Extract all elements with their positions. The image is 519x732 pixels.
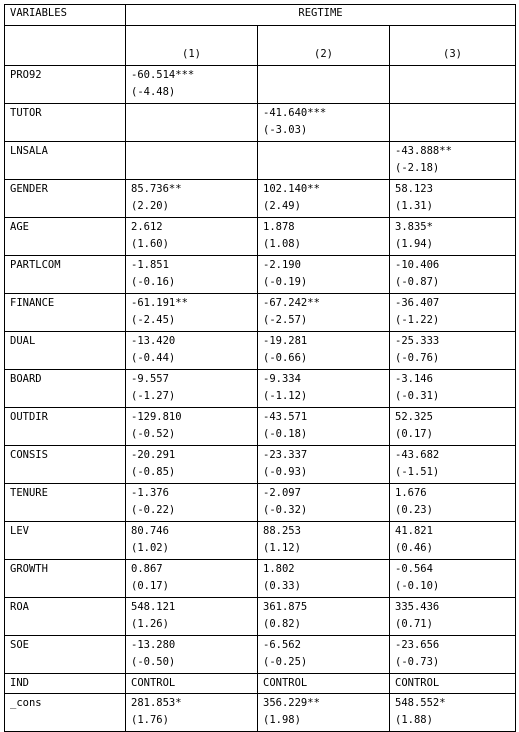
table-row bbox=[5, 408, 516, 446]
t-statistic-value: (0.17) bbox=[131, 580, 169, 592]
value-cell-col1 bbox=[126, 294, 258, 332]
table-row bbox=[5, 560, 516, 598]
table-row bbox=[5, 522, 516, 560]
t-statistic-value: (1.26) bbox=[131, 618, 169, 630]
value-cell-col1 bbox=[126, 694, 258, 732]
variable-name-cell: LEV bbox=[5, 522, 126, 560]
value-cell-col2 bbox=[258, 694, 390, 732]
coefficient-value: -67.242** bbox=[263, 297, 320, 309]
coefficient-value: -23.656 bbox=[395, 639, 440, 651]
t-statistic-value: (-0.16) bbox=[131, 276, 176, 288]
t-statistic-value: (1.02) bbox=[131, 542, 169, 554]
coefficient-value: -1.851 bbox=[131, 259, 169, 271]
coefficient-value: 361.875 bbox=[263, 601, 308, 613]
value-cell-col3 bbox=[390, 180, 516, 218]
coefficient-value: -13.280 bbox=[131, 639, 176, 651]
table-row bbox=[5, 180, 516, 218]
variable-name-cell: TENURE bbox=[5, 484, 126, 522]
variable-name-cell: FINANCE bbox=[5, 294, 126, 332]
column-header-2: (2) bbox=[258, 26, 390, 66]
coefficient-value: CONTROL bbox=[395, 677, 440, 689]
coefficient-value: -36.407 bbox=[395, 297, 440, 309]
column-header-1: (1) bbox=[126, 26, 258, 66]
value-cell-col2 bbox=[258, 484, 390, 522]
t-statistic-value: (0.82) bbox=[263, 618, 301, 630]
coefficient-value: 2.612 bbox=[131, 221, 163, 233]
value-cell-col3 bbox=[390, 694, 516, 732]
variables-header: VARIABLES bbox=[5, 5, 126, 26]
table-row bbox=[5, 332, 516, 370]
value-cell-col1 bbox=[126, 560, 258, 598]
t-statistic-value: (-0.25) bbox=[263, 656, 308, 668]
t-statistic-value: (-0.10) bbox=[395, 580, 440, 592]
value-cell-col3 bbox=[390, 560, 516, 598]
t-statistic-value: (0.71) bbox=[395, 618, 433, 630]
table-row bbox=[5, 142, 516, 180]
t-statistic-value: (1.98) bbox=[263, 714, 301, 726]
variable-name-cell: CONSIS bbox=[5, 446, 126, 484]
t-statistic-value: (-1.51) bbox=[395, 466, 440, 478]
variable-name-cell: LNSALA bbox=[5, 142, 126, 180]
value-cell-col1 bbox=[126, 66, 258, 104]
coefficient-value: 281.853* bbox=[131, 697, 182, 709]
value-cell-col3 bbox=[390, 332, 516, 370]
value-cell-col2 bbox=[258, 560, 390, 598]
value-cell-col1 bbox=[126, 370, 258, 408]
t-statistic-value: (0.33) bbox=[263, 580, 301, 592]
value-cell-col2 bbox=[258, 674, 390, 694]
coefficient-value: -1.376 bbox=[131, 487, 169, 499]
table-row bbox=[5, 294, 516, 332]
coefficient-value: 58.123 bbox=[395, 183, 433, 195]
coefficient-value: 3.835* bbox=[395, 221, 433, 233]
value-cell-col1 bbox=[126, 180, 258, 218]
value-cell-col1 bbox=[126, 104, 258, 142]
value-cell-col1 bbox=[126, 484, 258, 522]
coefficient-value: 80.746 bbox=[131, 525, 169, 537]
coefficient-value: 356.229** bbox=[263, 697, 320, 709]
coefficient-value: -60.514*** bbox=[131, 69, 195, 81]
coefficient-value: -129.810 bbox=[131, 411, 182, 423]
value-cell-col3 bbox=[390, 674, 516, 694]
value-cell-col2 bbox=[258, 104, 390, 142]
coefficient-value: -61.191** bbox=[131, 297, 188, 309]
value-cell-col2 bbox=[258, 218, 390, 256]
t-statistic-value: (-2.45) bbox=[131, 314, 176, 326]
value-cell-col2 bbox=[258, 636, 390, 674]
value-cell-col3 bbox=[390, 370, 516, 408]
variable-name-cell: GENDER bbox=[5, 180, 126, 218]
variable-name-cell: IND bbox=[5, 674, 126, 694]
header-row-columns bbox=[5, 26, 516, 66]
variable-name-cell: OUTDIR bbox=[5, 408, 126, 446]
t-statistic-value: (1.60) bbox=[131, 238, 169, 250]
coefficient-value: -2.097 bbox=[263, 487, 301, 499]
header-row-group bbox=[5, 5, 516, 26]
group-header: REGTIME bbox=[126, 5, 516, 26]
table-row bbox=[5, 484, 516, 522]
value-cell-col3 bbox=[390, 598, 516, 636]
t-statistic-value: (-0.32) bbox=[263, 504, 308, 516]
t-statistic-value: (-0.87) bbox=[395, 276, 440, 288]
value-cell-col3 bbox=[390, 636, 516, 674]
value-cell-col3 bbox=[390, 408, 516, 446]
value-cell-col1 bbox=[126, 674, 258, 694]
t-statistic-value: (0.46) bbox=[395, 542, 433, 554]
table-row bbox=[5, 370, 516, 408]
coefficient-value: 88.253 bbox=[263, 525, 301, 537]
coefficient-value: -13.420 bbox=[131, 335, 176, 347]
coefficient-value: -23.337 bbox=[263, 449, 308, 461]
value-cell-col3 bbox=[390, 66, 516, 104]
variable-name-cell: GROWTH bbox=[5, 560, 126, 598]
t-statistic-value: (1.31) bbox=[395, 200, 433, 212]
variable-name-cell: ROA bbox=[5, 598, 126, 636]
value-cell-col3 bbox=[390, 484, 516, 522]
table-row bbox=[5, 218, 516, 256]
value-cell-col1 bbox=[126, 256, 258, 294]
value-cell-col3 bbox=[390, 256, 516, 294]
variable-name-cell: _cons bbox=[5, 694, 126, 732]
t-statistic-value: (1.08) bbox=[263, 238, 301, 250]
table-row bbox=[5, 694, 516, 732]
t-statistic-value: (-1.12) bbox=[263, 390, 308, 402]
coefficient-value: -0.564 bbox=[395, 563, 433, 575]
column-header-3: (3) bbox=[390, 26, 516, 66]
t-statistic-value: (2.20) bbox=[131, 200, 169, 212]
coefficient-value: -3.146 bbox=[395, 373, 433, 385]
coefficient-value: -25.333 bbox=[395, 335, 440, 347]
coefficient-value: 41.821 bbox=[395, 525, 433, 537]
coefficient-value: 0.867 bbox=[131, 563, 163, 575]
value-cell-col1 bbox=[126, 522, 258, 560]
value-cell-col1 bbox=[126, 142, 258, 180]
coefficient-value: -6.562 bbox=[263, 639, 301, 651]
value-cell-col3 bbox=[390, 142, 516, 180]
t-statistic-value: (1.12) bbox=[263, 542, 301, 554]
table-body bbox=[5, 5, 516, 732]
t-statistic-value: (-0.31) bbox=[395, 390, 440, 402]
coefficient-value: -9.334 bbox=[263, 373, 301, 385]
coefficient-value: -41.640*** bbox=[263, 107, 327, 119]
value-cell-col1 bbox=[126, 332, 258, 370]
value-cell-col1 bbox=[126, 446, 258, 484]
t-statistic-value: (-0.50) bbox=[131, 656, 176, 668]
coefficient-value: 1.676 bbox=[395, 487, 427, 499]
variable-name-cell: AGE bbox=[5, 218, 126, 256]
value-cell-col2 bbox=[258, 446, 390, 484]
table-row bbox=[5, 256, 516, 294]
coefficient-value: 1.878 bbox=[263, 221, 295, 233]
table-row bbox=[5, 636, 516, 674]
value-cell-col2 bbox=[258, 408, 390, 446]
variable-name-cell: PRO92 bbox=[5, 66, 126, 104]
coefficient-value: 1.802 bbox=[263, 563, 295, 575]
table-row bbox=[5, 598, 516, 636]
value-cell-col2 bbox=[258, 256, 390, 294]
t-statistic-value: (1.94) bbox=[395, 238, 433, 250]
table-row bbox=[5, 66, 516, 104]
t-statistic-value: (-0.93) bbox=[263, 466, 308, 478]
value-cell-col3 bbox=[390, 104, 516, 142]
coefficient-value: -9.557 bbox=[131, 373, 169, 385]
value-cell-col2 bbox=[258, 180, 390, 218]
coefficient-value: 548.121 bbox=[131, 601, 176, 613]
t-statistic-value: (-0.18) bbox=[263, 428, 308, 440]
t-statistic-value: (0.17) bbox=[395, 428, 433, 440]
value-cell-col2 bbox=[258, 142, 390, 180]
coefficient-value: CONTROL bbox=[263, 677, 308, 689]
t-statistic-value: (-3.03) bbox=[263, 124, 308, 136]
empty-header-cell bbox=[5, 26, 126, 66]
variable-name-cell: PARTLCOM bbox=[5, 256, 126, 294]
table-row bbox=[5, 674, 516, 694]
value-cell-col2 bbox=[258, 66, 390, 104]
value-cell-col2 bbox=[258, 332, 390, 370]
coefficient-value: -43.571 bbox=[263, 411, 308, 423]
t-statistic-value: (-1.27) bbox=[131, 390, 176, 402]
coefficient-value: 548.552* bbox=[395, 697, 446, 709]
value-cell-col3 bbox=[390, 218, 516, 256]
t-statistic-value: (0.23) bbox=[395, 504, 433, 516]
t-statistic-value: (-4.48) bbox=[131, 86, 176, 98]
t-statistic-value: (1.88) bbox=[395, 714, 433, 726]
coefficient-value: 102.140** bbox=[263, 183, 320, 195]
variable-name-cell: DUAL bbox=[5, 332, 126, 370]
value-cell-col2 bbox=[258, 370, 390, 408]
coefficient-value: -43.682 bbox=[395, 449, 440, 461]
variable-name-cell: BOARD bbox=[5, 370, 126, 408]
value-cell-col3 bbox=[390, 522, 516, 560]
coefficient-value: -10.406 bbox=[395, 259, 440, 271]
t-statistic-value: (-0.44) bbox=[131, 352, 176, 364]
value-cell-col1 bbox=[126, 408, 258, 446]
value-cell-col2 bbox=[258, 598, 390, 636]
table-row bbox=[5, 104, 516, 142]
table-row bbox=[5, 446, 516, 484]
value-cell-col2 bbox=[258, 522, 390, 560]
coefficient-value: 52.325 bbox=[395, 411, 433, 423]
t-statistic-value: (-0.73) bbox=[395, 656, 440, 668]
t-statistic-value: (2.49) bbox=[263, 200, 301, 212]
coefficient-value: -2.190 bbox=[263, 259, 301, 271]
coefficient-value: -19.281 bbox=[263, 335, 308, 347]
coefficient-value: 85.736** bbox=[131, 183, 182, 195]
variable-name-cell: SOE bbox=[5, 636, 126, 674]
coefficient-value: CONTROL bbox=[131, 677, 176, 689]
t-statistic-value: (-2.57) bbox=[263, 314, 308, 326]
t-statistic-value: (1.76) bbox=[131, 714, 169, 726]
coefficient-value: -43.888** bbox=[395, 145, 452, 157]
variable-name-cell: TUTOR bbox=[5, 104, 126, 142]
t-statistic-value: (-0.19) bbox=[263, 276, 308, 288]
value-cell-col1 bbox=[126, 218, 258, 256]
t-statistic-value: (-0.66) bbox=[263, 352, 308, 364]
coefficient-value: -20.291 bbox=[131, 449, 176, 461]
value-cell-col1 bbox=[126, 598, 258, 636]
t-statistic-value: (-0.22) bbox=[131, 504, 176, 516]
coefficient-value: 335.436 bbox=[395, 601, 440, 613]
value-cell-col1 bbox=[126, 636, 258, 674]
value-cell-col2 bbox=[258, 294, 390, 332]
regression-table-wrapper bbox=[4, 4, 516, 732]
t-statistic-value: (-0.76) bbox=[395, 352, 440, 364]
t-statistic-value: (-2.18) bbox=[395, 162, 440, 174]
value-cell-col3 bbox=[390, 446, 516, 484]
t-statistic-value: (-1.22) bbox=[395, 314, 440, 326]
value-cell-col3 bbox=[390, 294, 516, 332]
regression-table bbox=[4, 4, 516, 732]
t-statistic-value: (-0.52) bbox=[131, 428, 176, 440]
t-statistic-value: (-0.85) bbox=[131, 466, 176, 478]
